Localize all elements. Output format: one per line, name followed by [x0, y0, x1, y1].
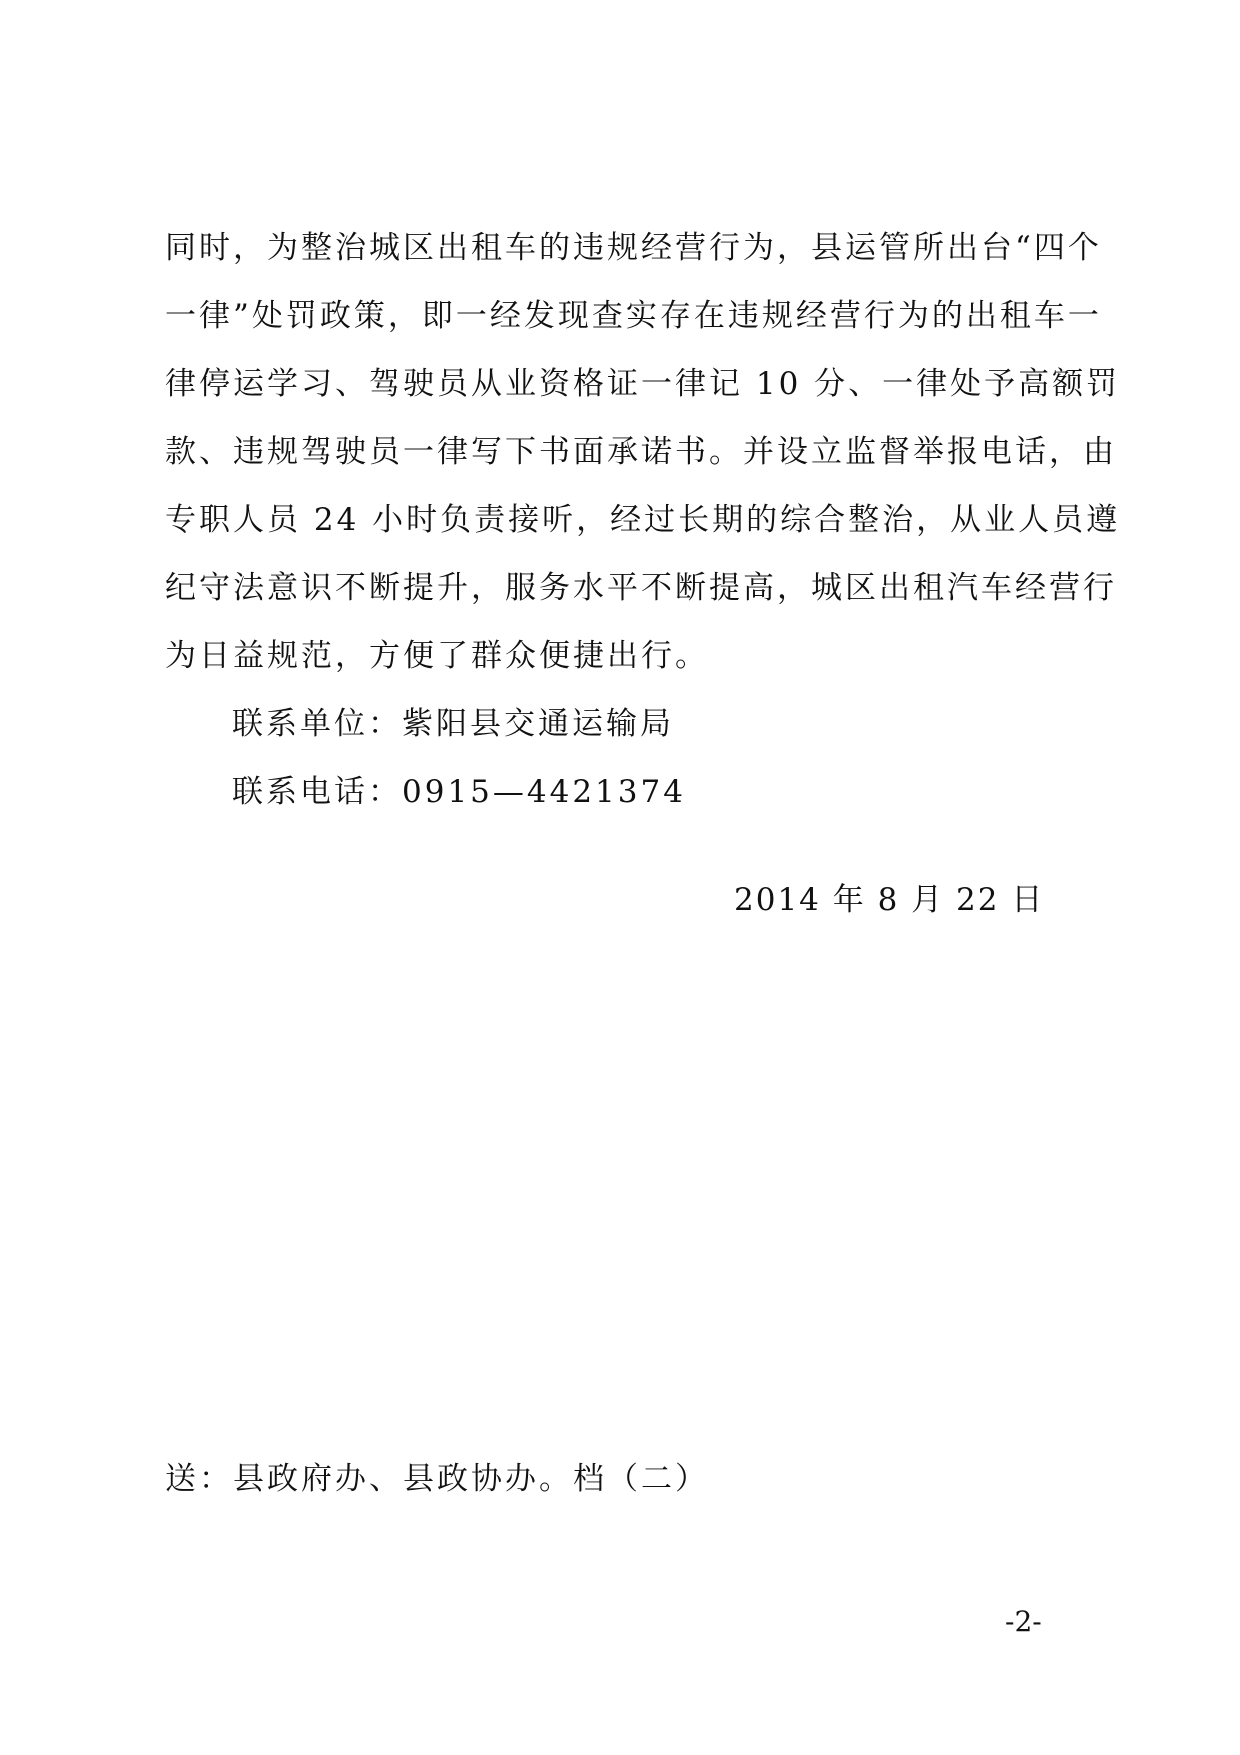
body-line-6: 纪守法意识不断提升，服务水平不断提高，城区出租汽车经营行 [165, 570, 1117, 606]
body-line-5: 专职人员 24 小时负责接听，经过长期的综合整治，从业人员遵 [165, 502, 1121, 538]
page-number: -2- [1005, 1605, 1042, 1638]
body-line-4: 款、违规驾驶员一律写下书面承诺书。并设立监督举报电话，由 [165, 434, 1117, 470]
distribution-line: 送：县政府办、县政协办。档（二） [165, 1461, 709, 1497]
contact-unit: 联系单位：紫阳县交通运输局 [232, 706, 674, 742]
contact-phone: 联系电话：0915—4421374 [232, 774, 686, 810]
document-date: 2014 年 8 月 22 日 [734, 882, 1045, 918]
body-line-7: 为日益规范，方便了群众便捷出行。 [165, 638, 709, 674]
body-line-3: 律停运学习、驾驶员从业资格证一律记 10 分、一律处予高额罚 [165, 366, 1121, 402]
body-line-2: 一律”处罚政策，即一经发现查实存在违规经营行为的出租车一 [165, 298, 1102, 334]
body-line-1: 同时，为整治城区出租车的违规经营行为，县运管所出台“四个 [165, 230, 1102, 266]
